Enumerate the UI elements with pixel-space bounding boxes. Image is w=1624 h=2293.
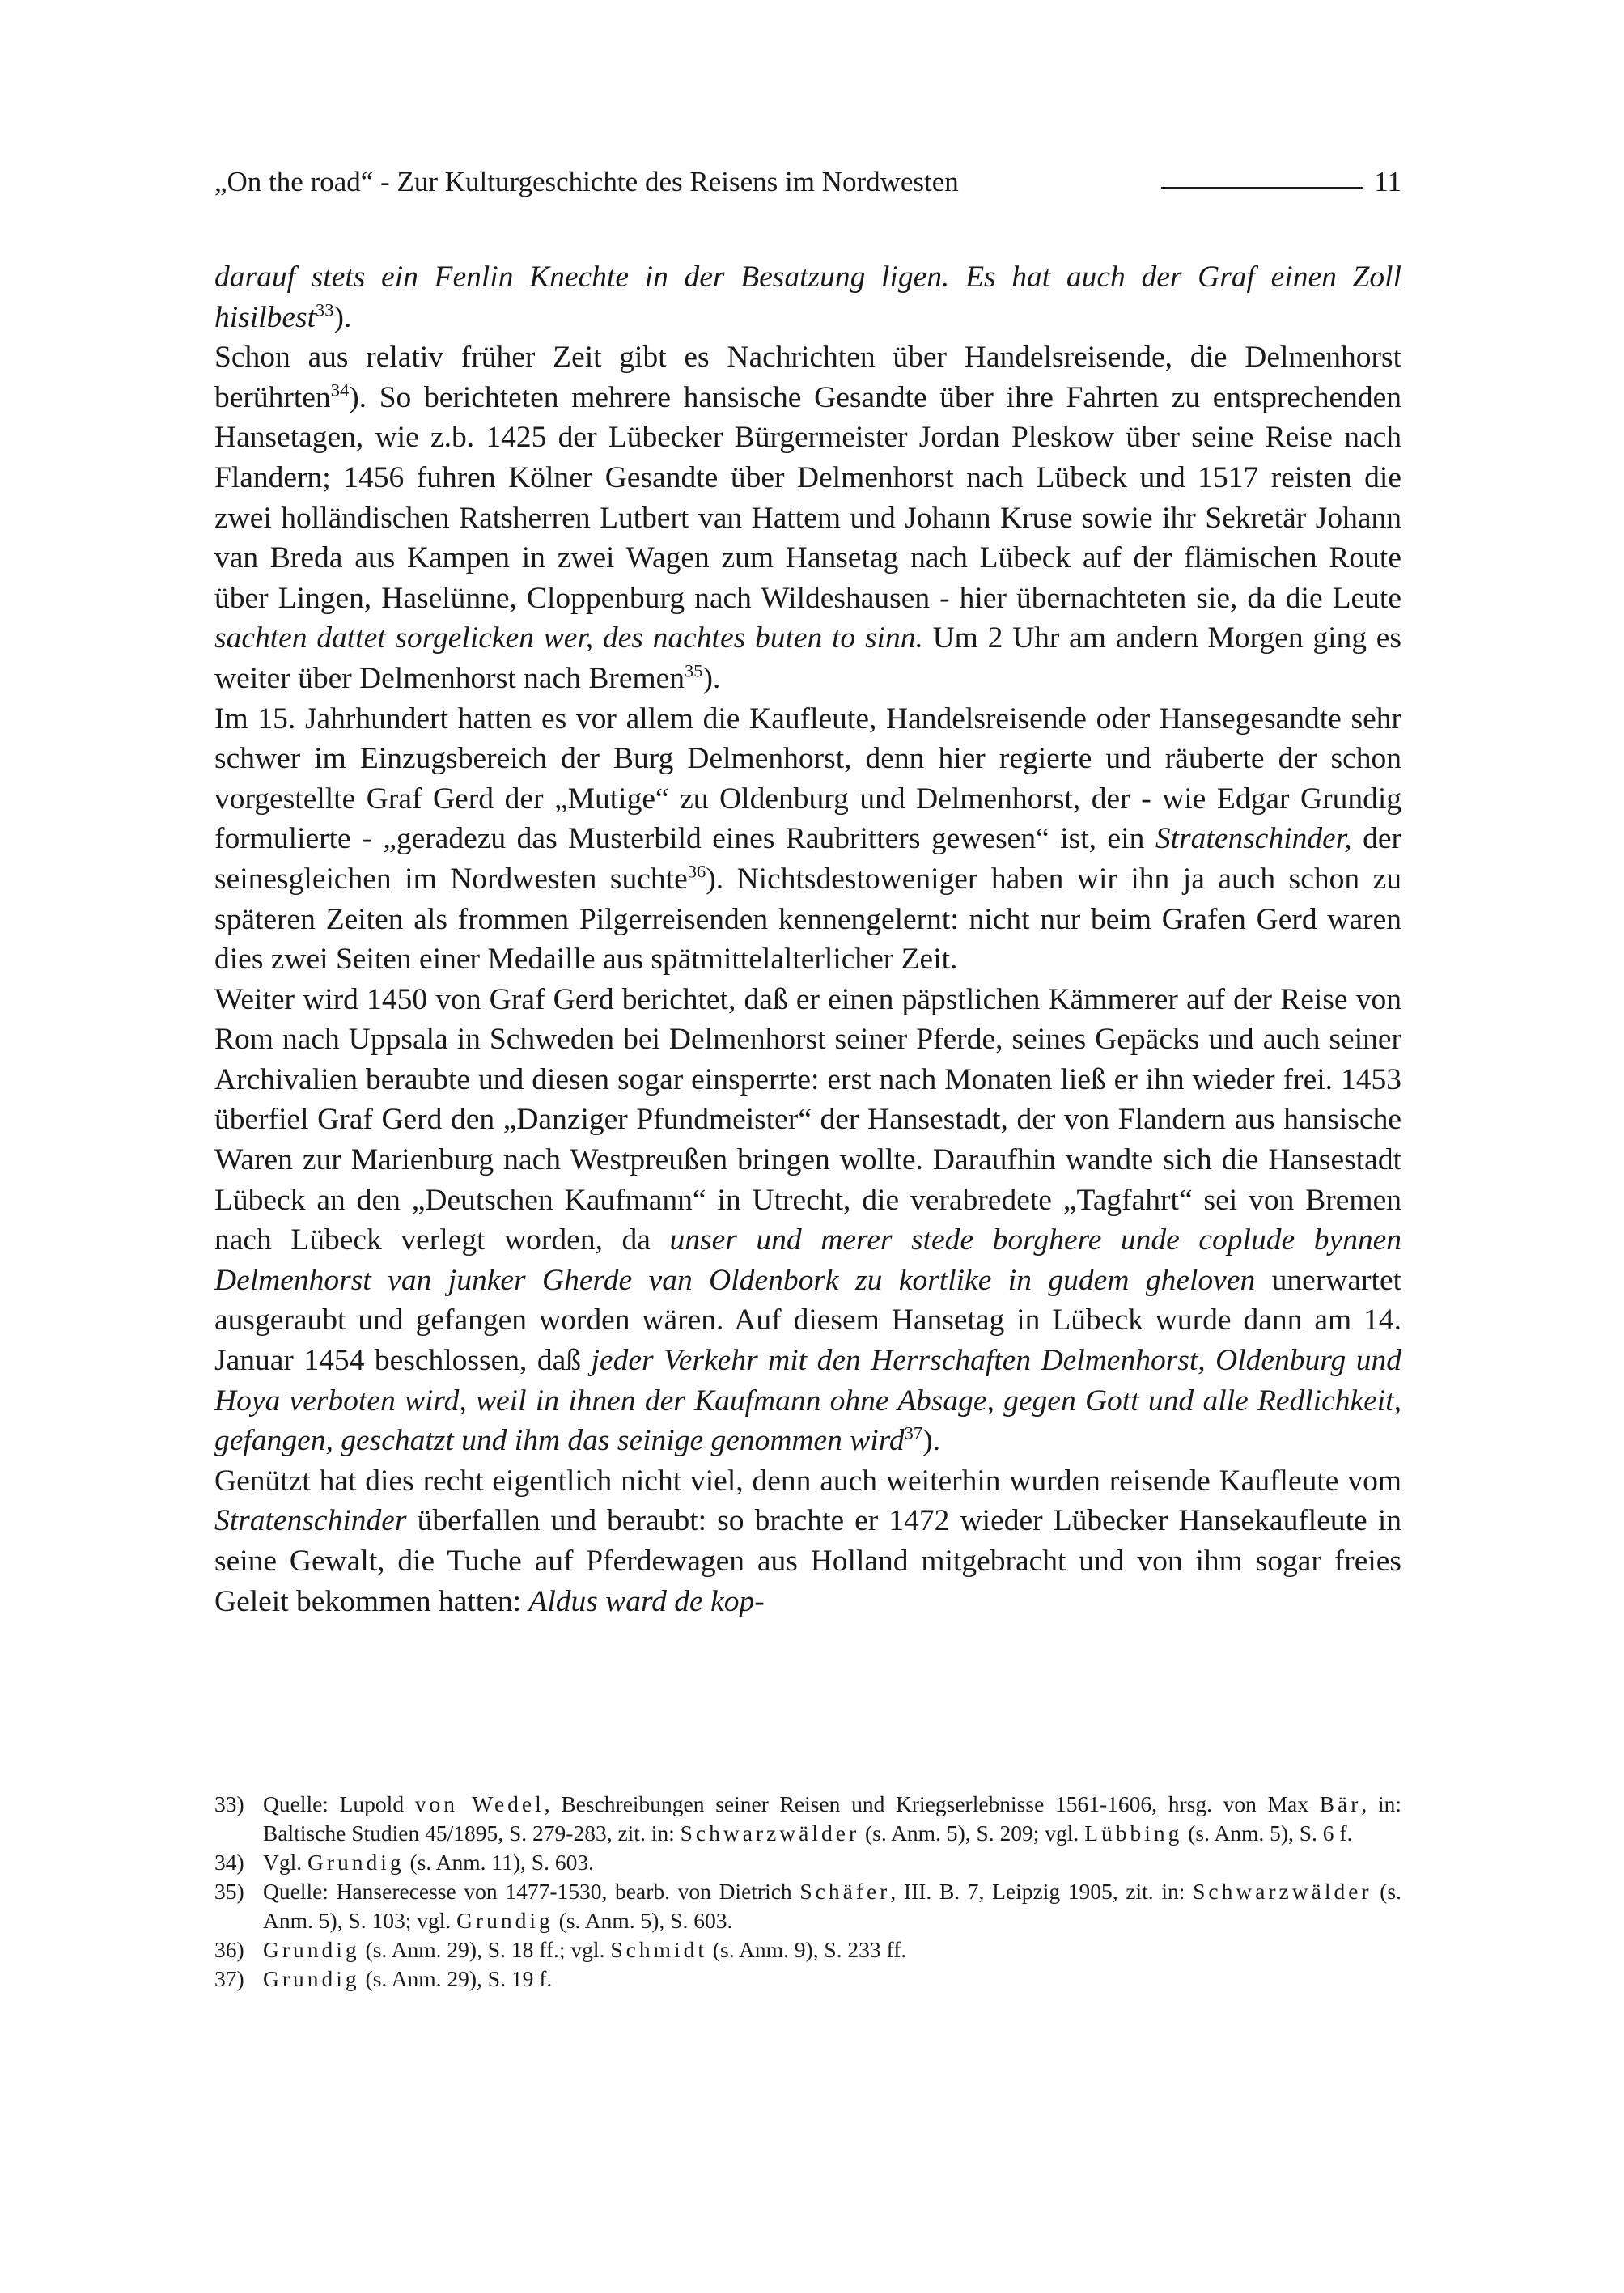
quote-italic: unser und merer stede borghere unde coplude bynnen Delmenhorst van junker Gherde van Oldenbork zu kortlike in gudem gheloven [214, 1223, 1401, 1297]
paragraph-1: darauf stets ein Fenlin Knechte in der Besatzung ligen. Es hat auch der Graf einen Zoll hisilbest$^{33}$). [214, 261, 1401, 334]
footnotes [214, 1790, 1401, 1994]
footnote-number: 34) [214, 1850, 244, 1875]
footnote-34: 34) Vgl. Grundig (s. Anm. 11), S. 603. [214, 1848, 1401, 1877]
header-title: „On the road“ - Zur Kulturgeschichte des Reisens im Nordwesten [214, 166, 959, 197]
paragraph-5: Genützt hat dies recht eigentlich nicht viel, denn auch weiterhin wurden reisende Kaufleute vom Stratenschinder überfallen und beraubt: so brachte er 1472 wieder Lübecker Hansekaufleute in seine Gewalt, die Tuche auf Pferdewagen aus Holland mitgebracht und von ihm sogar freies Geleit bekommen hatten: Aldus ward de kop- [214, 1464, 1401, 1618]
quote-italic: Stratenschinder [214, 1504, 407, 1538]
paragraph-2: Schon aus relativ früher Zeit gibt es Nachrichten über Handelsreisende, die Delmenhorst berührten$^{34}$). So berichteten mehrere hansische Gesandte über ihre Fahrten zu entsprechenden Hansetagen, wie z.b. 1425 der Lübecker Bürgermeister Jordan Pleskow über seine Reise nach Flandern; 1456 fuhren Kölner Gesandte über Delmenhorst nach Lübeck und 1517 reisten die zwei holländischen Ratsherren Lutbert van Hattem und Johann Kruse sowie ihr Sekretär Johann van Breda aus Kampen in zwei Wagen zum Hansetag nach Lübeck auf der flämischen Route über Lingen, Haselünne, Cloppenburg nach Wildeshausen - hier übernachteten sie, da die Leute sachten dattet sorgelicken wer, des nachtes buten to sinn. Um 2 Uhr am andern Morgen ging es weiter über Delmenhorst nach Bremen$^{35}$). [214, 341, 1401, 695]
footnote-ref: 35 [685, 660, 703, 681]
footnote-ref: 37 [904, 1422, 923, 1443]
footnote-37: 37) Grundig (s. Anm. 29), S. 19 f. [214, 1965, 1401, 1994]
footnote-36: 36) Grundig (s. Anm. 29), S. 18 ff.; vgl. Schmidt (s. Anm. 9), S. 233 ff. [214, 1935, 1401, 1965]
quote-italic: Aldus ward de kop- [528, 1584, 765, 1618]
quote-italic: Stratenschinder, [1155, 822, 1352, 856]
quote-italic: jeder Verkehr mit den Herrschaften Delmenhorst, Oldenburg und Hoya verboten wird, weil in ihnen der Kaufmann ohne Absage, gegen Gott und alle Redlichkeit, gefangen, geschatzt und ihm das seinige genommen wird [214, 1344, 1402, 1458]
running-header [214, 166, 1401, 206]
paragraph-4: Weiter wird 1450 von Graf Gerd berichtet, daß er einen päpstlichen Kämmerer auf der Reise von Rom nach Uppsala in Schweden bei Delmenhorst seiner Pferde, seines Gepäcks und auch seiner Archivalien beraubte und diesen sogar einsperrte: erst nach Monaten ließ er ihn wieder frei. 1453 überfiel Graf Gerd den „Danziger Pfundmeister“ der Hansestadt, der von Flandern aus hansische Waren zur Marienburg nach Westpreußen bringen wollte. Daraufhin wandte sich die Hansestadt Lübeck an den „Deutschen Kaufmann“ in Utrecht, die verabredete „Tagfahrt“ sei von Bremen nach Lübeck verlegt worden, da unser und merer stede borghere unde coplude bynnen Delmenhorst van junker Gherde van Oldenbork zu kortlike in gudem gheloven unerwartet ausgeraubt und gefangen worden wären. Auf diesem Hansetag in Lübeck wurde dann am 14. Januar 1454 beschlossen, daß jeder Verkehr mit den Herrschaften Delmenhorst, Oldenburg und Hoya verboten wird, weil in ihnen der Kaufmann ohne Absage, gegen Gott und alle Redlichkeit, gefangen, geschatzt und ihm das seinige genommen wird$^{37}$). [214, 982, 1402, 1458]
quote-italic: sachten dattet sorgelicken wer, des nachtes buten to sinn. [214, 621, 923, 655]
quote-italic: darauf stets ein Fenlin Knechte in der Besatzung ligen. Es hat auch der Graf einen Zoll hisilbest [214, 261, 1401, 334]
body-text [214, 257, 1401, 1621]
footnote-ref: 36 [687, 861, 706, 882]
header-rule [1161, 187, 1363, 189]
footnote-number: 37) [214, 1966, 244, 1991]
footnote-number: 36) [214, 1937, 244, 1962]
footnote-33: 33) Quelle: Lupold von Wedel, Beschreibungen seiner Reisen und Kriegserlebnisse 1561-1606, hrsg. von Max Bär, in: Baltische Studien 45/1895, S. 279-283, zit. in: Schwarzwälder (s. Anm. 5), S. 209; vgl. Lübbing (s. Anm. 5), S. 6 f. [214, 1791, 1402, 1846]
footnote-35: 35) Quelle: Hanserecesse von 1477-1530, bearb. von Dietrich Schäfer, III. B. 7, Leipzig 1905, zit. in: Schwarzwälder (s. Anm. 5), S. 103; vgl. Grundig (s. Anm. 5), S. 603. [214, 1879, 1401, 1933]
footnote-ref: 34 [330, 379, 350, 401]
paragraph-3: Im 15. Jahrhundert hatten es vor allem die Kaufleute, Handelsreisende oder Hansegesandte sehr schwer im Einzugsbereich der Burg Delmenhorst, denn hier regierte und räuberte der schon vorgestellte Graf Gerd der „Mutige“ zu Oldenburg und Delmenhorst, der - wie Edgar Grundig formulierte - „geradezu das Musterbild eines Raubritters gewesen“ ist, ein Stratenschinder, der seinesgleichen im Nordwesten suchte$^{36}$). Nichtsdestoweniger haben wir ihn ja auch schon zu späteren Zeiten als frommen Pilgerreisenden kennengelernt: nicht nur beim Grafen Gerd waren dies zwei Seiten einer Medaille aus spätmittelalterlicher Zeit. [214, 701, 1401, 977]
footnote-number: 35) [214, 1879, 244, 1904]
page-number: 11 [1374, 166, 1401, 197]
footnote-ref: 33 [316, 299, 334, 320]
footnote-number: 33) [214, 1791, 244, 1816]
